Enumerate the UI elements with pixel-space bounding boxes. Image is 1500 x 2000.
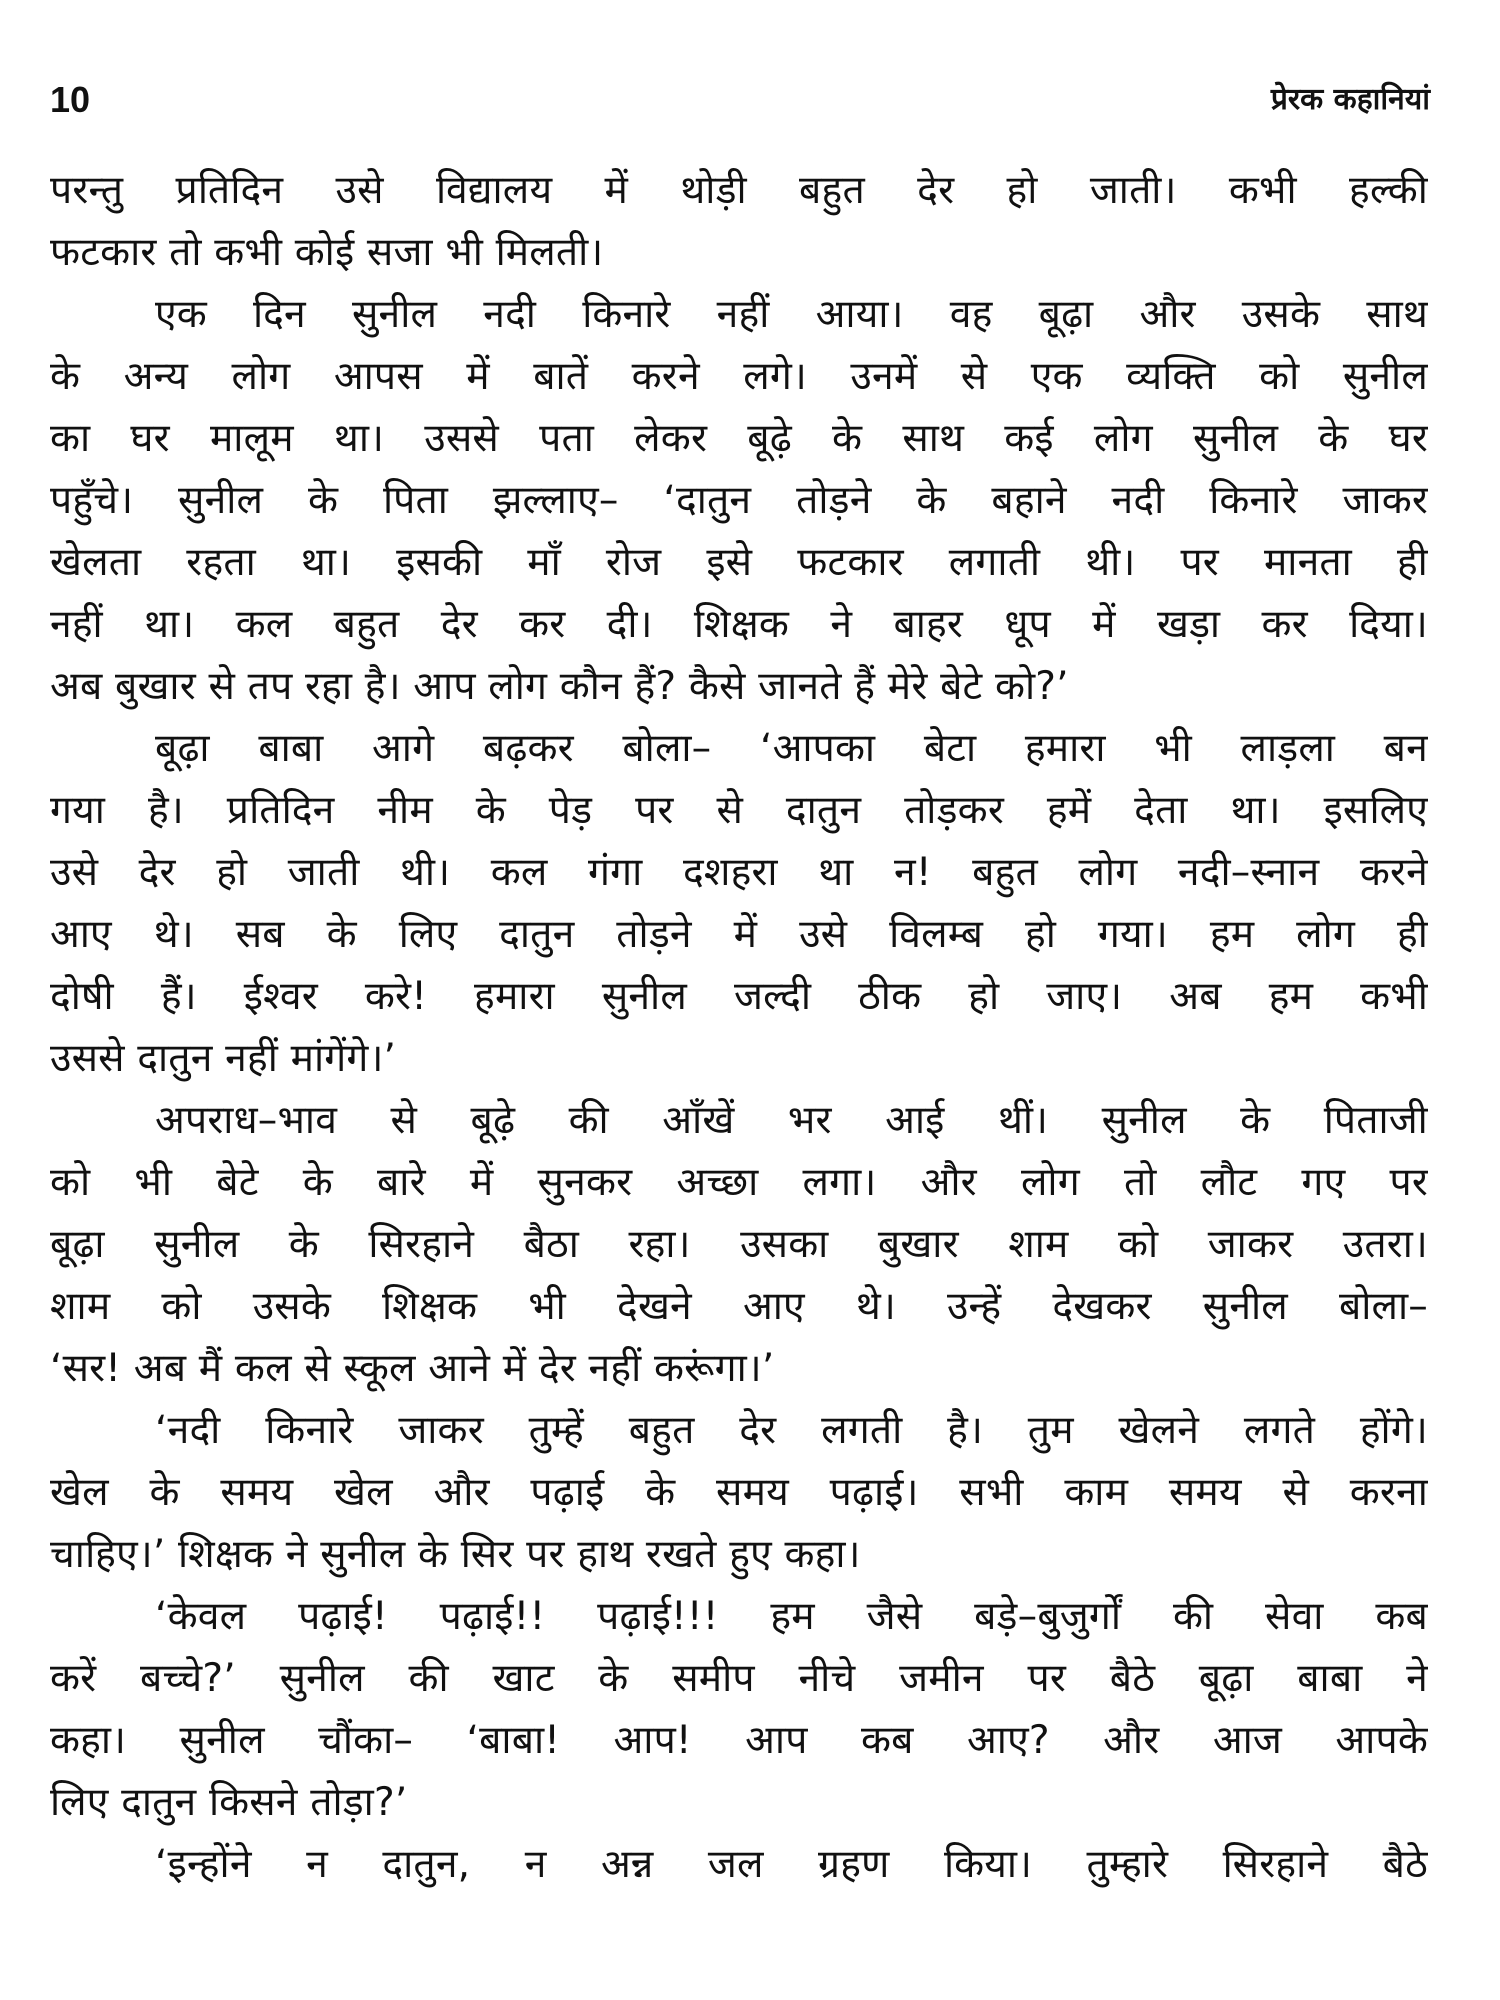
paragraph-start-line: ‘केवल पढ़ाई! पढ़ाई!! पढ़ाई!!! हम जैसे बड़े–बुजुर्गों की सेवा कब bbox=[155, 1594, 1428, 1639]
text-line: के अन्य लोग आपस में बातें करने लगे। उनमें से एक व्यक्ति को सुनील bbox=[50, 354, 1428, 399]
text-line: गया है। प्रतिदिन नीम के पेड़ पर से दातुन तोड़कर हमें देता था। इसलिए bbox=[50, 788, 1428, 833]
text-line: उसे देर हो जाती थी। कल गंगा दशहरा था न! बहुत लोग नदी–स्नान करने bbox=[50, 850, 1428, 895]
text-line: नहीं था। कल बहुत देर कर दी। शिक्षक ने बाहर धूप में खड़ा कर दिया। bbox=[50, 602, 1428, 647]
text-line: दोषी हैं। ईश्वर करे! हमारा सुनील जल्दी ठीक हो जाए। अब हम कभी bbox=[50, 974, 1428, 1019]
paragraph-start-line: एक दिन सुनील नदी किनारे नहीं आया। वह बूढ़ा और उसके साथ bbox=[155, 292, 1428, 337]
text-line: अब बुखार से तप रहा है। आप लोग कौन हैं? कैसे जानते हैं मेरे बेटे को?’ bbox=[50, 664, 1069, 709]
text-line: कहा। सुनील चौंका– ‘बाबा! आप! आप कब आए? और आज आपके bbox=[50, 1718, 1428, 1763]
text-line: आए थे। सब के लिए दातुन तोड़ने में उसे विलम्ब हो गया। हम लोग ही bbox=[50, 912, 1428, 957]
text-line: चाहिए।’ शिक्षक ने सुनील के सिर पर हाथ रखते हुए कहा। bbox=[50, 1532, 861, 1577]
text-line: करें बच्चे?’ सुनील की खाट के समीप नीचे जमीन पर बैठे बूढ़ा बाबा ने bbox=[50, 1656, 1428, 1701]
paragraph-start-line: ‘इन्होंने न दातुन, न अन्न जल ग्रहण किया। तुम्हारे सिरहाने बैठे bbox=[155, 1842, 1428, 1887]
text-line: फटकार तो कभी कोई सजा भी मिलती। bbox=[50, 230, 604, 275]
text-line: खेल के समय खेल और पढ़ाई के समय पढ़ाई। सभी काम समय से करना bbox=[50, 1470, 1428, 1515]
text-line: का घर मालूम था। उससे पता लेकर बूढ़े के साथ कई लोग सुनील के घर bbox=[50, 416, 1428, 461]
text-line: पहुँचे। सुनील के पिता झल्लाए– ‘दातुन तोड़ने के बहाने नदी किनारे जाकर bbox=[50, 478, 1428, 523]
text-line: परन्तु प्रतिदिन उसे विद्यालय में थोड़ी बहुत देर हो जाती। कभी हल्की bbox=[50, 168, 1428, 213]
page-number: 10 bbox=[50, 79, 91, 120]
text-line: ‘सर! अब मैं कल से स्कूल आने में देर नहीं करूंगा।’ bbox=[50, 1346, 775, 1391]
text-line: शाम को उसके शिक्षक भी देखने आए थे। उन्हें देखकर सुनील बोला– bbox=[50, 1284, 1428, 1329]
text-line: खेलता रहता था। इसकी माँ रोज इसे फटकार लगाती थी। पर मानता ही bbox=[50, 540, 1428, 585]
text-line: लिए दातुन किसने तोड़ा?’ bbox=[50, 1780, 408, 1825]
text-line: को भी बेटे के बारे में सुनकर अच्छा लगा। और लोग तो लौट गए पर bbox=[50, 1160, 1428, 1205]
page-header bbox=[50, 75, 1430, 125]
paragraph-start-line: अपराध–भाव से बूढ़े की आँखें भर आई थीं। सुनील के पिताजी bbox=[155, 1098, 1428, 1143]
paragraph-start-line: बूढ़ा बाबा आगे बढ़कर बोला– ‘आपका बेटा हमारा भी लाड़ला बन bbox=[155, 726, 1428, 771]
running-title: प्रेरक कहानियां bbox=[1270, 82, 1430, 117]
story-text bbox=[50, 160, 1428, 1896]
text-line: बूढ़ा सुनील के सिरहाने बैठा रहा। उसका बुखार शाम को जाकर उतरा। bbox=[50, 1222, 1428, 1267]
paragraph-start-line: ‘नदी किनारे जाकर तुम्हें बहुत देर लगती है। तुम खेलने लगते होंगे। bbox=[155, 1408, 1428, 1453]
text-line: उससे दातुन नहीं मांगेंगे।’ bbox=[50, 1036, 397, 1081]
